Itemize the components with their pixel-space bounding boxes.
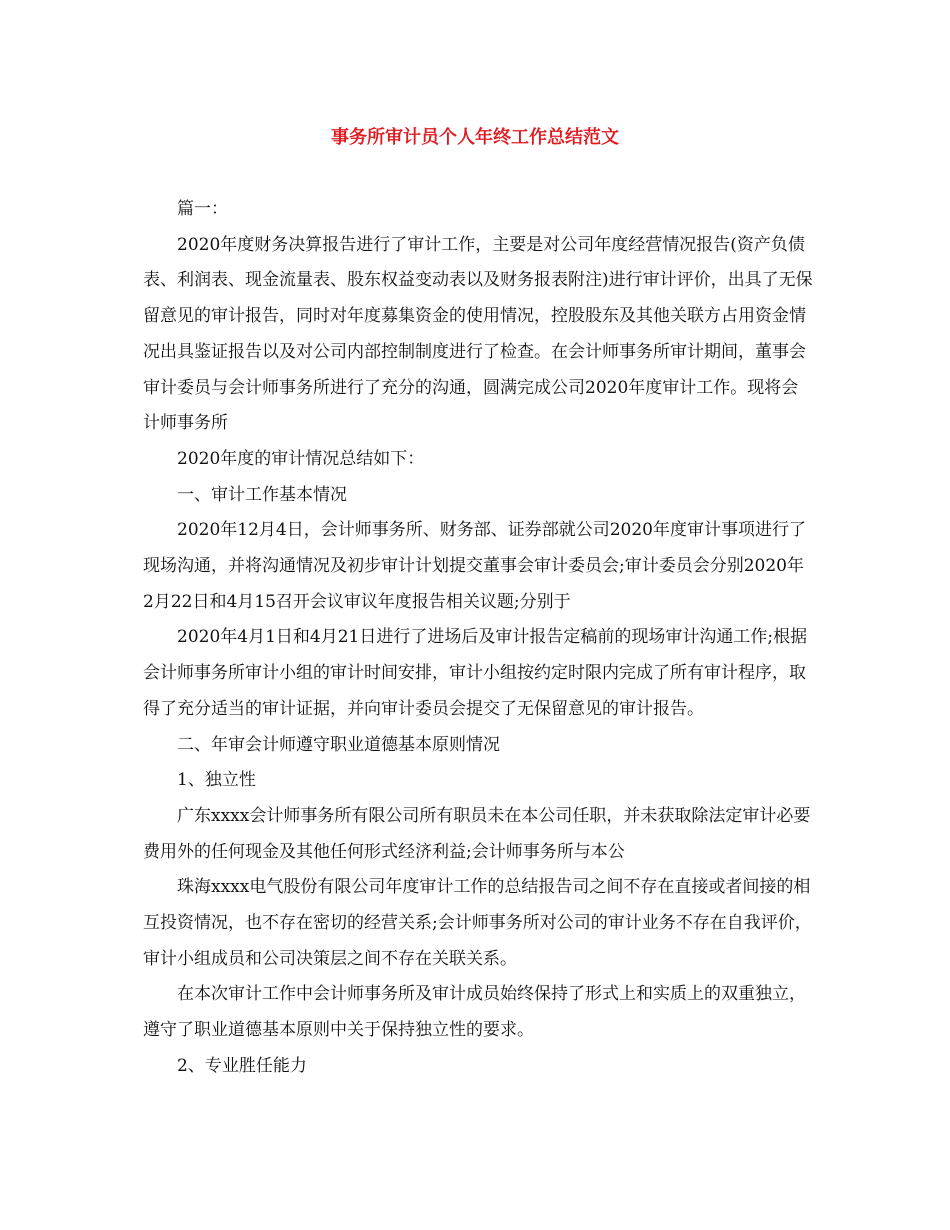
- paragraph-independence-2: 珠海xxxx电气股份有限公司年度审计工作的总结报告司之间不存在直接或者间接的相互投资情况，也不存在密切的经营关系;会计师事务所对公司的审计业务不存在自我评价，审计小组成员和公司决策层之间不存在关联关系。: [143, 877, 812, 969]
- heading-competence: 2、专业胜任能力: [177, 1055, 307, 1076]
- paragraph-audit-schedule: 2020年12月4日，会计师事务所、财务部、证券部就公司2020年度审计事项进行了现场沟通，并将沟通情况及初步审计计划提交董事会审计委员会;审计委员会分别2020年2月22日和4月15召开会议审议年度报告相关议题;分别于: [143, 520, 806, 612]
- heading-ethics: 二、年审会计师遵守职业道德基本原则情况: [177, 734, 500, 755]
- document-title: 事务所审计员个人年终工作总结范文: [331, 127, 619, 148]
- paragraph-summary-lead: 2020年度的审计情况总结如下：: [177, 448, 425, 469]
- heading-audit-basics: 一、审计工作基本情况: [177, 484, 347, 505]
- paragraph-independence-3: 在本次审计工作中会计师事务所及审计成员始终保持了形式上和实质上的双重独立，遵守了职业道德基本原则中关于保持独立性的要求。: [143, 984, 806, 1041]
- paragraph-independence-1: 广东xxxx会计师事务所有限公司所有职员未在本公司任职，并未获取除法定审计必要费用外的任何现金及其他任何形式经济利益;会计师事务所与本公: [143, 805, 811, 862]
- paragraph-intro: 2020年度财务决算报告进行了审计工作，主要是对公司年度经营情况报告(资产负债表、利润表、现金流量表、股东权益变动表以及财务报表附注)进行审计评价，出具了无保留意见的审计报告，同时对年度募集资金的使用情况，控股股东及其他关联方占用资金情况出具鉴证报告以及对公司内部控制制度进行了检查。在会计师事务所审计期间，董事会审计委员与会计师事务所进行了充分的沟通，圆满完成公司2020年度审计工作。现将会计师事务所: [143, 234, 813, 434]
- paragraph-section-label: 篇一：: [177, 199, 228, 219]
- heading-independence: 1、独立性: [177, 770, 256, 791]
- paragraph-audit-communication: 2020年4月1日和4月21日进行了进场后及审计报告定稿前的现场审计沟通工作;根据会计师事务所审计小组的审计时间安排，审计小组按约定时限内完成了所有审计程序，取得了充分适当的审计证据，并向审计委员会提交了无保留意见的审计报告。: [143, 627, 808, 719]
- document-body: [143, 192, 813, 1085]
